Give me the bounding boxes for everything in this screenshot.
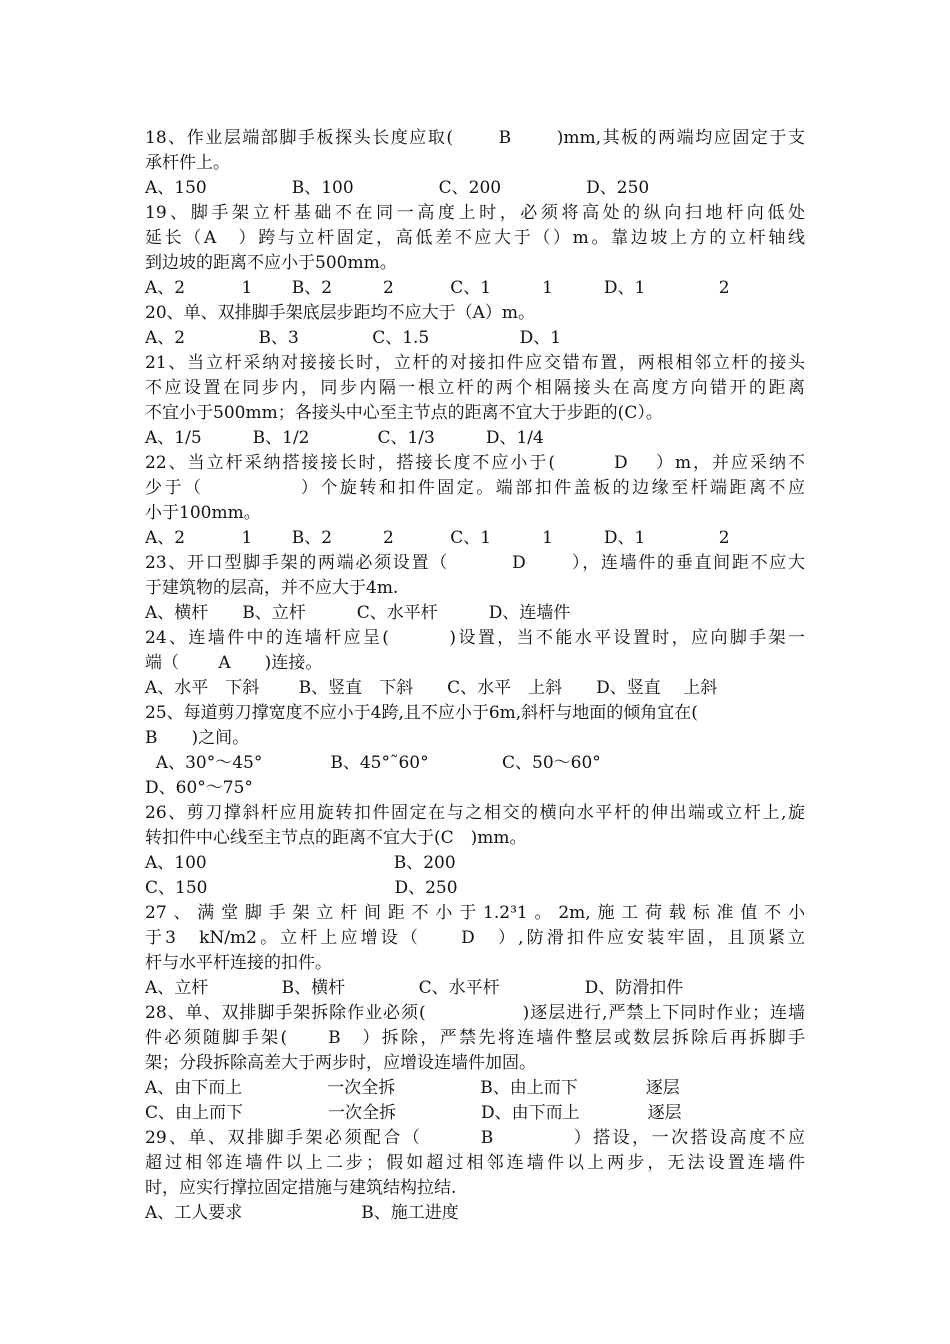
q21-options: A、1/5 B、1/2 C、1/3 D、1/4 [145,428,544,448]
q19-options: A、2 1 B、2 2 C、1 1 D、1 2 [145,278,730,298]
q23-options: A、横杆 B、立杆 C、水平杆 D、连墙件 [145,603,571,623]
q29-line-1: 29、单、双排脚手架必须配合（ B ）搭设，一次搭设高度不应 [145,1128,805,1148]
q18-line-2: 承杆件上。 [145,153,230,173]
q23-line-2: 于建筑物的层高，并不应大于4m. [145,578,399,598]
q28-line-1: 28、单、双排脚手架拆除作业必须( )逐层进行,严禁上下同时作业；连墙 [145,1003,805,1023]
q25-line-2: B )之间。 [145,728,250,748]
q19-line-3: 到边坡的距离不应小于500mm。 [145,253,397,273]
q27-line-2: 于3 kN/m2。立杆上应增设（ D ）,防滑扣件应安装牢固，且顶紧立 [145,928,805,948]
q29-line-2: 超过相邻连墙件以上二步；假如超过相邻连墙件以上两步，无法设置连墙件 [145,1153,805,1173]
q24-line-2: 端（ A )连接。 [145,653,323,673]
q28-line-2: 件必须随脚手架( B ）拆除，严禁先将连墙件整层或数层拆除后再拆脚手 [145,1028,805,1048]
q26-line-1: 26、剪刀撑斜杆应用旋转扣件固定在与之相交的横向水平杆的伸出端或立杆上,旋 [145,803,805,823]
q22-line-2: 少于（ ）个旋转和扣件固定。端部扣件盖板的边缘至杆端距离不应 [145,478,805,498]
q27-options: A、立杆 B、横杆 C、水平杆 D、防滑扣件 [145,978,684,998]
q19-line-1: 19、脚手架立杆基础不在同一高度上时，必须将高处的纵向扫地杆向低处 [145,203,805,223]
q18-line-1: 18、作业层端部脚手板探头长度应取( B )mm,其板的两端均应固定于支 [145,128,805,148]
q28-options-2: C、由上而下 一次全拆 D、由下而上 逐层 [145,1103,682,1123]
q29-options: A、工人要求 B、施工进度 [145,1203,459,1223]
q25-options-2: D、60°～75° [145,778,253,798]
q26-line-2: 转扣件中心线至主节点的距离不宜大于(C )mm。 [145,828,527,848]
q21-line-1: 21、当立杆采纳对接接长时，立杆的对接扣件应交错布置，两根相邻立杆的接头 [145,353,805,373]
q29-line-3: 时，应实行撑拉固定措施与建筑结构拉结. [145,1178,457,1198]
q21-line-2: 不应设置在同步内，同步内隔一根立杆的两个相隔接头在高度方向错开的距离 [145,378,805,398]
q18-options: A、150 B、100 C、200 D、250 [145,178,650,198]
q22-options: A、2 1 B、2 2 C、1 1 D、1 2 [145,528,730,548]
q24-options: A、水平 下斜 B、竖直 下斜 C、水平 上斜 D、竖直 上斜 [145,678,718,698]
q20-line-1: 20、单、双排脚手架底层步距均不应大于（A）m。 [145,303,536,323]
q21-line-3: 不宜小于500mm；各接头中心至主节点的距离不宜大于步距的(C）。 [145,403,663,423]
q27-line-1: 27、满堂脚手架立杆间距不小于1.2³1。2m,施工荷载标准值不小 [145,903,805,923]
q22-line-1: 22、当立杆采纳搭接接长时，搭接长度不应小于( D ）m，并应采纳不 [145,453,805,473]
q27-line-3: 杆与水平杆连接的扣件。 [145,953,332,973]
q28-line-3: 架；分段拆除高差大于两步时，应增设连墙件加固。 [145,1053,536,1073]
q19-line-2: 延长（A ）跨与立杆固定，高低差不应大于（）m。靠边坡上方的立杆轴线 [145,228,805,248]
q23-line-1: 23、开口型脚手架的两端必须设置（ D ），连墙件的垂直间距不应大 [145,553,805,573]
q25-options-1: A、30°～45° B、45°˜60° C、50～60° [145,753,601,773]
q22-line-3: 小于100mm。 [145,503,261,523]
q28-options-1: A、由下而上 一次全拆 B、由上而下 逐层 [145,1078,680,1098]
q26-options-2: C、150 D、250 [145,878,458,898]
q20-options: A、2 B、3 C、1.5 D、1 [145,328,562,348]
q25-line-1: 25、每道剪刀撑宽度不应小于4跨,且不应小于6m,斜杆与地面的倾角宜在( [145,703,698,723]
q24-line-1: 24、连墙件中的连墙杆应呈( )设置，当不能水平设置时，应向脚手架一 [145,628,805,648]
q26-options-1: A、100 B、200 [145,853,456,873]
